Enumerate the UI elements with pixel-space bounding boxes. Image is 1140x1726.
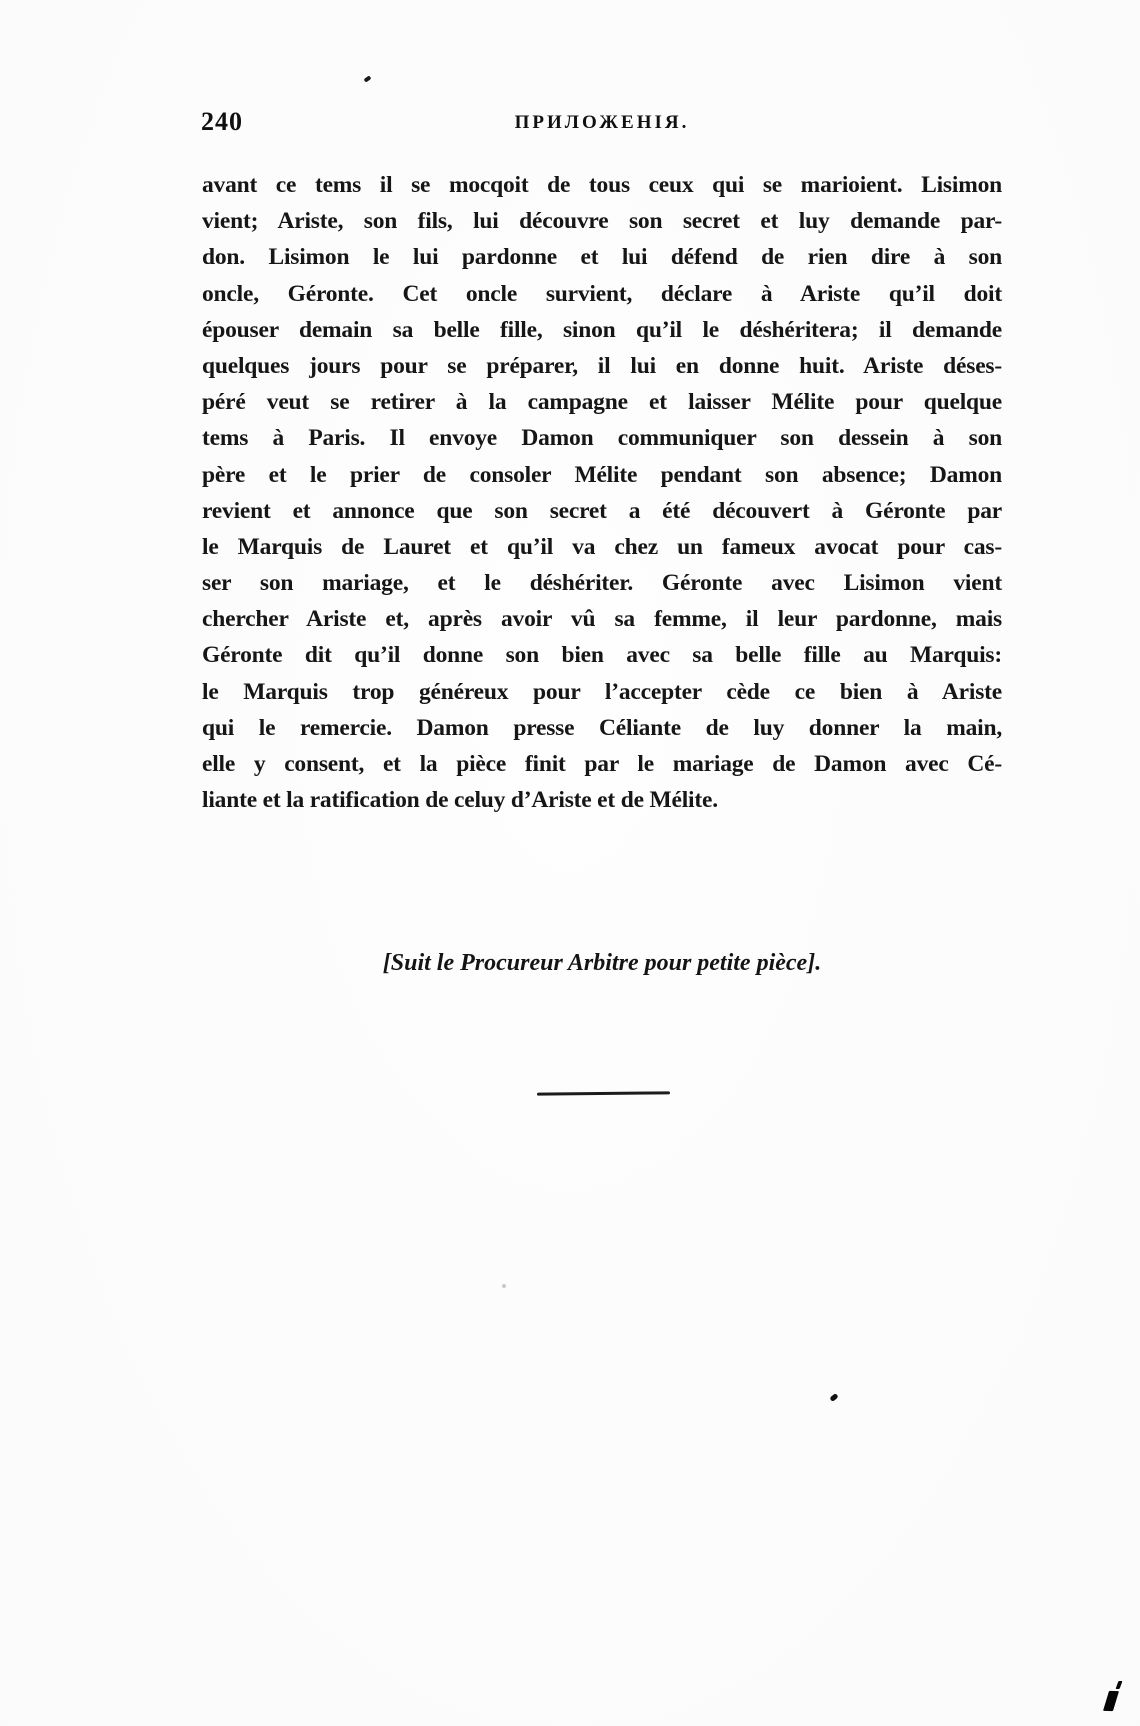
text-line: le Marquis de Lauret et qu’il va chez un fameux avocat pour cas- (202, 533, 1002, 560)
corner-ink-mark-dot (1116, 1681, 1123, 1689)
text-line: liante et la ratification de celuy d’Ariste et de Mélite. (202, 787, 718, 814)
text-line: chercher Ariste et, après avoir vû sa femme, il leur pardonne, mais (202, 606, 1002, 633)
stage-direction-note: [Suit le Procureur Arbitre pour petite pièce]. (382, 950, 822, 976)
ink-speck (502, 1284, 506, 1288)
corner-ink-mark (1103, 1691, 1119, 1711)
text-line: oncle, Géronte. Cet oncle survient, déclare à Ariste qu’il doit (202, 280, 1002, 307)
text-line: ser son mariage, et le déshériter. Géronte avec Lisimon vient (202, 570, 1002, 597)
section-divider-rule (537, 1091, 670, 1095)
text-line: Géronte dit qu’il donne son bien avec sa belle fille au Marquis: (202, 642, 1002, 669)
page-number: 240 (201, 107, 243, 136)
ink-speck (829, 1393, 838, 1402)
body-paragraph (202, 167, 1002, 818)
text-line: qui le remercie. Damon presse Céliante de luy donner la main, (202, 714, 1002, 741)
text-line: tems à Paris. Il envoye Damon communiquer son dessein à son (202, 425, 1002, 452)
running-header: ПРИЛОЖЕНІЯ. (514, 112, 690, 133)
text-line: père et le prier de consoler Mélite pendant son absence; Damon (202, 461, 1002, 488)
text-line: elle y consent, et la pièce finit par le mariage de Damon avec Cé- (202, 751, 1002, 777)
text-line: revient et annonce que son secret a été découvert à Géronte par (202, 497, 1002, 524)
text-line: avant ce tems il se mocqoit de tous ceux qui se marioient. Lisimon (202, 172, 1002, 198)
text-line: don. Lisimon le lui pardonne et lui défend de rien dire à son (202, 244, 1002, 271)
text-line: épouser demain sa belle fille, sinon qu’il le déshéritera; il demande (202, 316, 1002, 343)
text-line: vient; Ariste, son fils, lui découvre son secret et luy demande par- (202, 208, 1002, 235)
text-line: péré veut se retirer à la campagne et laisser Mélite pour quelque (202, 389, 1002, 416)
text-line: le Marquis trop généreux pour l’accepter cède ce bien à Ariste (202, 678, 1002, 705)
ink-speck (363, 75, 371, 82)
text-line: quelques jours pour se préparer, il lui en donne huit. Ariste déses- (202, 352, 1002, 379)
